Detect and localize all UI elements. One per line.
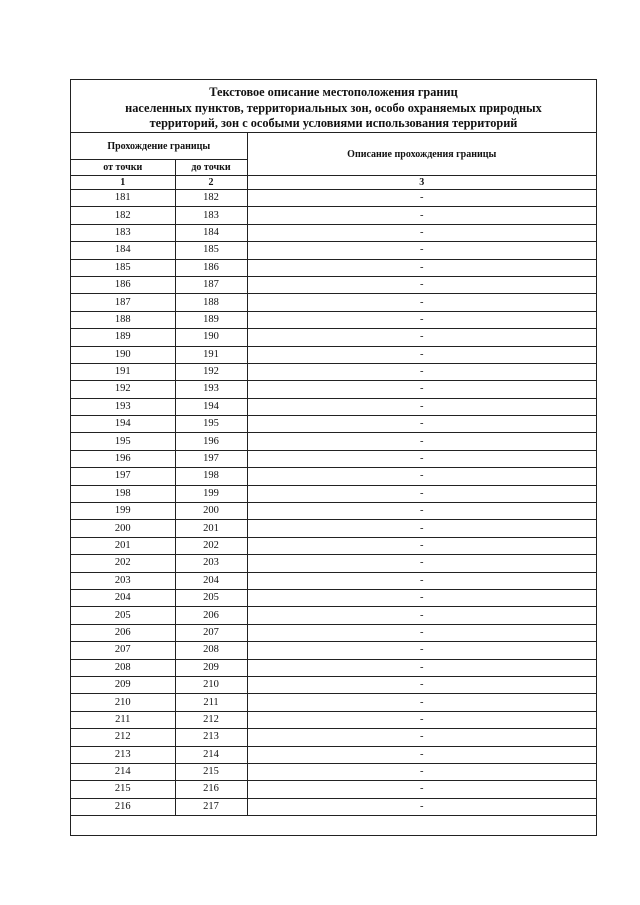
cell-to-point: 209 — [175, 659, 247, 676]
cell-description: - — [247, 572, 596, 589]
cell-description: - — [247, 485, 596, 502]
header-to: до точки — [175, 160, 247, 176]
cell-from-point: 215 — [71, 781, 175, 798]
cell-to-point: 215 — [175, 763, 247, 780]
table-row — [71, 676, 596, 693]
table-row — [71, 381, 596, 398]
header-passage: Прохождение границы — [71, 133, 247, 160]
cell-to-point: 182 — [175, 190, 247, 207]
cell-description: - — [247, 468, 596, 485]
cell-to-point: 200 — [175, 503, 247, 520]
cell-description: - — [247, 555, 596, 572]
cell-from-point: 212 — [71, 729, 175, 746]
table-row — [71, 485, 596, 502]
cell-from-point: 202 — [71, 555, 175, 572]
cell-from-point: 200 — [71, 520, 175, 537]
cell-from-point: 191 — [71, 363, 175, 380]
cell-from-point: 183 — [71, 224, 175, 241]
cell-description: - — [247, 659, 596, 676]
cell-description: - — [247, 416, 596, 433]
cell-description: - — [247, 607, 596, 624]
table-row — [71, 398, 596, 415]
cell-from-point: 205 — [71, 607, 175, 624]
title-line-1: Текстовое описание местоположения границ — [209, 85, 458, 99]
table-row — [71, 711, 596, 728]
cell-to-point: 188 — [175, 294, 247, 311]
cell-from-point: 203 — [71, 572, 175, 589]
cell-description: - — [247, 381, 596, 398]
cell-description: - — [247, 450, 596, 467]
cell-description: - — [247, 694, 596, 711]
cell-from-point: 195 — [71, 433, 175, 450]
table-row — [71, 276, 596, 293]
cell-description: - — [247, 763, 596, 780]
cell-to-point: 214 — [175, 746, 247, 763]
cell-to-point: 217 — [175, 798, 247, 815]
column-number-2: 2 — [175, 176, 247, 190]
cell-description: - — [247, 798, 596, 815]
cell-description: - — [247, 589, 596, 606]
cell-from-point: 185 — [71, 259, 175, 276]
table-row — [71, 781, 596, 798]
table-row — [71, 729, 596, 746]
cell-to-point: 186 — [175, 259, 247, 276]
cell-from-point: 189 — [71, 329, 175, 346]
table-row — [71, 763, 596, 780]
table-row — [71, 242, 596, 259]
cell-to-point: 190 — [175, 329, 247, 346]
table-row — [71, 311, 596, 328]
cell-to-point: 203 — [175, 555, 247, 572]
table-row — [71, 607, 596, 624]
cell-to-point: 206 — [175, 607, 247, 624]
table-row — [71, 694, 596, 711]
cell-to-point: 189 — [175, 311, 247, 328]
cell-description: - — [247, 503, 596, 520]
table-row — [71, 520, 596, 537]
title-line-3: территорий, зон с особыми условиями использования территорий — [149, 116, 518, 130]
cell-to-point: 208 — [175, 642, 247, 659]
table-row — [71, 537, 596, 554]
table-row — [71, 346, 596, 363]
cell-description: - — [247, 311, 596, 328]
table-row — [71, 329, 596, 346]
cell-description: - — [247, 190, 596, 207]
table-row — [71, 746, 596, 763]
cell-description: - — [247, 398, 596, 415]
cell-from-point: 197 — [71, 468, 175, 485]
cell-from-point: 184 — [71, 242, 175, 259]
cell-to-point: 184 — [175, 224, 247, 241]
cell-to-point: 210 — [175, 676, 247, 693]
cell-to-point: 196 — [175, 433, 247, 450]
cell-description: - — [247, 537, 596, 554]
table-row — [71, 259, 596, 276]
cell-to-point: 216 — [175, 781, 247, 798]
title-line-2: населенных пунктов, территориальных зон, особо охраняемых природных — [125, 100, 542, 115]
cell-from-point: 182 — [71, 207, 175, 224]
cell-description: - — [247, 207, 596, 224]
header-description: Описание прохождения границы — [247, 133, 596, 176]
cell-to-point: 205 — [175, 589, 247, 606]
table-row — [71, 190, 596, 207]
cell-from-point: 210 — [71, 694, 175, 711]
cell-to-point: 187 — [175, 276, 247, 293]
cell-from-point: 186 — [71, 276, 175, 293]
cell-from-point: 207 — [71, 642, 175, 659]
cell-from-point: 193 — [71, 398, 175, 415]
cell-to-point: 213 — [175, 729, 247, 746]
cell-description: - — [247, 224, 596, 241]
cell-description: - — [247, 729, 596, 746]
cell-from-point: 209 — [71, 676, 175, 693]
cell-from-point: 192 — [71, 381, 175, 398]
table-row — [71, 363, 596, 380]
column-number-3: 3 — [247, 176, 596, 190]
cell-to-point: 185 — [175, 242, 247, 259]
cell-from-point: 188 — [71, 311, 175, 328]
table-row — [71, 224, 596, 241]
table-row — [71, 798, 596, 815]
cell-to-point: 212 — [175, 711, 247, 728]
cell-from-point: 201 — [71, 537, 175, 554]
cell-from-point: 190 — [71, 346, 175, 363]
table-row — [71, 503, 596, 520]
table-row — [71, 589, 596, 606]
cell-description: - — [247, 642, 596, 659]
cell-to-point: 194 — [175, 398, 247, 415]
table-row — [71, 572, 596, 589]
cell-to-point: 195 — [175, 416, 247, 433]
cell-to-point: 183 — [175, 207, 247, 224]
cell-description: - — [247, 259, 596, 276]
table-row — [71, 555, 596, 572]
cell-from-point: 216 — [71, 798, 175, 815]
cell-description: - — [247, 781, 596, 798]
cell-from-point: 199 — [71, 503, 175, 520]
document-frame — [70, 79, 597, 836]
cell-from-point: 194 — [71, 416, 175, 433]
cell-to-point: 211 — [175, 694, 247, 711]
cell-from-point: 208 — [71, 659, 175, 676]
header-from: от точки — [71, 160, 175, 176]
table-row — [71, 624, 596, 641]
cell-to-point: 197 — [175, 450, 247, 467]
cell-to-point: 207 — [175, 624, 247, 641]
table-row — [71, 642, 596, 659]
cell-from-point: 187 — [71, 294, 175, 311]
cell-from-point: 213 — [71, 746, 175, 763]
cell-description: - — [247, 520, 596, 537]
cell-to-point: 201 — [175, 520, 247, 537]
cell-description: - — [247, 329, 596, 346]
cell-from-point: 206 — [71, 624, 175, 641]
cell-to-point: 202 — [175, 537, 247, 554]
table-row — [71, 468, 596, 485]
cell-from-point: 211 — [71, 711, 175, 728]
cell-description: - — [247, 746, 596, 763]
table-row — [71, 294, 596, 311]
cell-description: - — [247, 294, 596, 311]
table-row — [71, 450, 596, 467]
cell-description: - — [247, 242, 596, 259]
cell-from-point: 204 — [71, 589, 175, 606]
cell-to-point: 192 — [175, 363, 247, 380]
cell-description: - — [247, 676, 596, 693]
column-number-1: 1 — [71, 176, 175, 190]
cell-from-point: 198 — [71, 485, 175, 502]
cell-description: - — [247, 346, 596, 363]
cell-to-point: 193 — [175, 381, 247, 398]
table-row — [71, 416, 596, 433]
cell-to-point: 204 — [175, 572, 247, 589]
cell-from-point: 196 — [71, 450, 175, 467]
cell-description: - — [247, 624, 596, 641]
cell-to-point: 199 — [175, 485, 247, 502]
table-body — [71, 190, 596, 816]
cell-description: - — [247, 276, 596, 293]
table-row — [71, 433, 596, 450]
cell-description: - — [247, 711, 596, 728]
boundary-table — [71, 133, 596, 816]
cell-description: - — [247, 363, 596, 380]
cell-to-point: 191 — [175, 346, 247, 363]
cell-to-point: 198 — [175, 468, 247, 485]
cell-from-point: 181 — [71, 190, 175, 207]
document-title — [71, 80, 596, 133]
table-row — [71, 207, 596, 224]
cell-from-point: 214 — [71, 763, 175, 780]
table-row — [71, 659, 596, 676]
cell-description: - — [247, 433, 596, 450]
